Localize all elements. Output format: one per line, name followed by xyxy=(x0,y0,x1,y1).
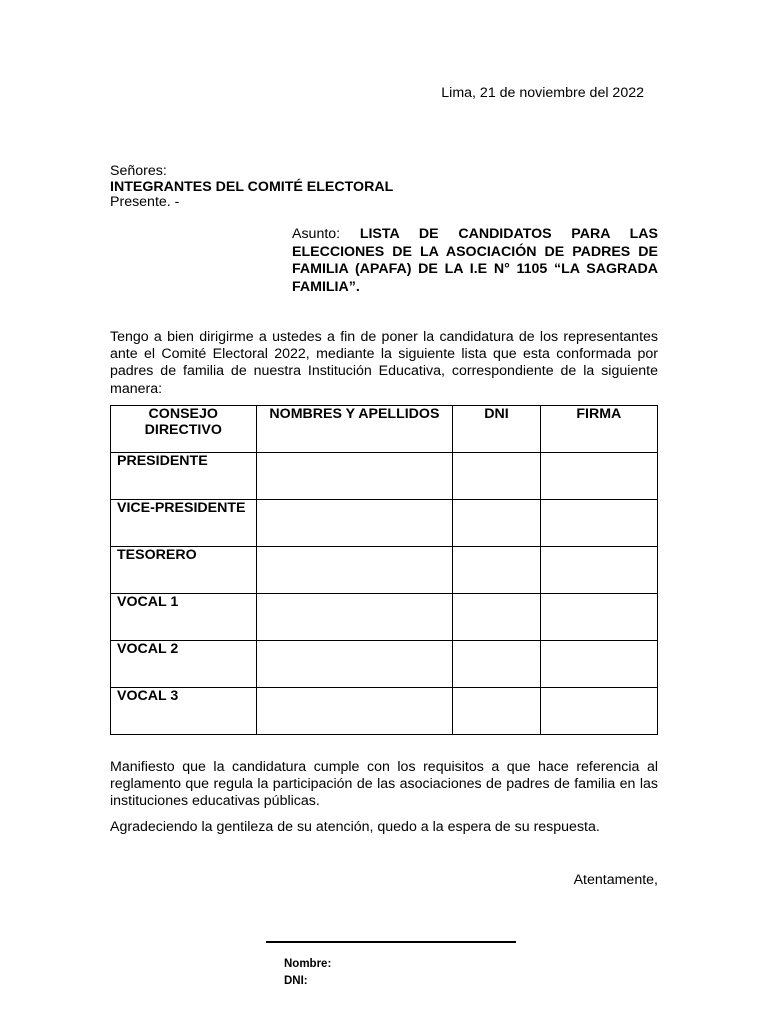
role-cell: PRESIDENTE xyxy=(111,453,257,500)
salutation: Señores: xyxy=(110,163,167,179)
intro-paragraph: Tengo a bien dirigirme a ustedes a fin de poner la candidatura de los representantes ante el Comité Electoral 2022, mediante la siguiente lista que esta conformada por padres de familia de nuestra Institución Educativa, correspondiente de la siguiente manera: xyxy=(110,329,658,397)
name-label: Nombre: xyxy=(284,958,332,970)
table-row xyxy=(111,688,658,735)
signature-block xyxy=(284,956,331,989)
table-row xyxy=(111,594,658,641)
table-header-row xyxy=(111,406,658,453)
addressee: INTEGRANTES DEL COMITÉ ELECTORAL xyxy=(110,178,394,195)
role-cell: VOCAL 3 xyxy=(111,688,257,735)
header-nombres-apellidos: NOMBRES Y APELLIDOS xyxy=(256,406,453,453)
role-cell: VICE-PRESIDENTE xyxy=(111,500,257,547)
candidates-table xyxy=(110,405,658,735)
table-row xyxy=(111,641,658,688)
header-consejo-directivo: CONSEJO DIRECTIVO xyxy=(111,406,257,453)
role-cell: VOCAL 2 xyxy=(111,641,257,688)
name-cell[interactable] xyxy=(256,500,453,547)
dni-cell[interactable] xyxy=(453,453,540,500)
closing-paragraph: Manifiesto que la candidatura cumple con los requisitos a que hace referencia al reglamento que regula la participación de las asociaciones de padres de familia en las instituciones educativas públicas. xyxy=(110,759,658,810)
table-row xyxy=(111,500,658,547)
name-cell[interactable] xyxy=(256,547,453,594)
dni-label: DNI: xyxy=(284,974,308,987)
role-cell: VOCAL 1 xyxy=(111,594,257,641)
dni-cell[interactable] xyxy=(453,688,540,735)
dni-cell[interactable] xyxy=(453,641,540,688)
dni-cell[interactable] xyxy=(453,500,540,547)
signature-cell[interactable] xyxy=(540,453,657,500)
thanks-line: Agradeciendo la gentileza de su atención, quedo a la espera de su respuesta. xyxy=(110,819,600,835)
name-cell[interactable] xyxy=(256,688,453,735)
sign-off: Atentamente, xyxy=(573,872,658,888)
name-cell[interactable] xyxy=(256,453,453,500)
dni-cell[interactable] xyxy=(453,594,540,641)
header-firma: FIRMA xyxy=(540,406,657,453)
signature-cell[interactable] xyxy=(540,594,657,641)
subject-label: Asunto: xyxy=(292,226,341,242)
signature-cell[interactable] xyxy=(540,547,657,594)
date-line: Lima, 21 de noviembre del 2022 xyxy=(441,85,644,101)
table-row xyxy=(111,547,658,594)
table-row xyxy=(111,453,658,500)
subject-block xyxy=(292,226,658,296)
signature-cell[interactable] xyxy=(540,500,657,547)
signature-line xyxy=(266,941,516,943)
role-cell: TESORERO xyxy=(111,547,257,594)
signature-cell[interactable] xyxy=(540,688,657,735)
subject-text: LISTA DE CANDIDATOS PARA LAS ELECCIONES DE LA ASOCIACIÓN DE PADRES DE FAMILIA (APAFA) DE LA I.E N° 1105 “LA SAGRADA FAMILIA”. xyxy=(292,226,658,295)
dni-cell[interactable] xyxy=(453,547,540,594)
signature-cell[interactable] xyxy=(540,641,657,688)
presente-line: Presente. - xyxy=(110,194,180,210)
name-cell[interactable] xyxy=(256,594,453,641)
header-dni: DNI xyxy=(453,406,540,453)
recipient-block xyxy=(110,164,393,211)
name-cell[interactable] xyxy=(256,641,453,688)
